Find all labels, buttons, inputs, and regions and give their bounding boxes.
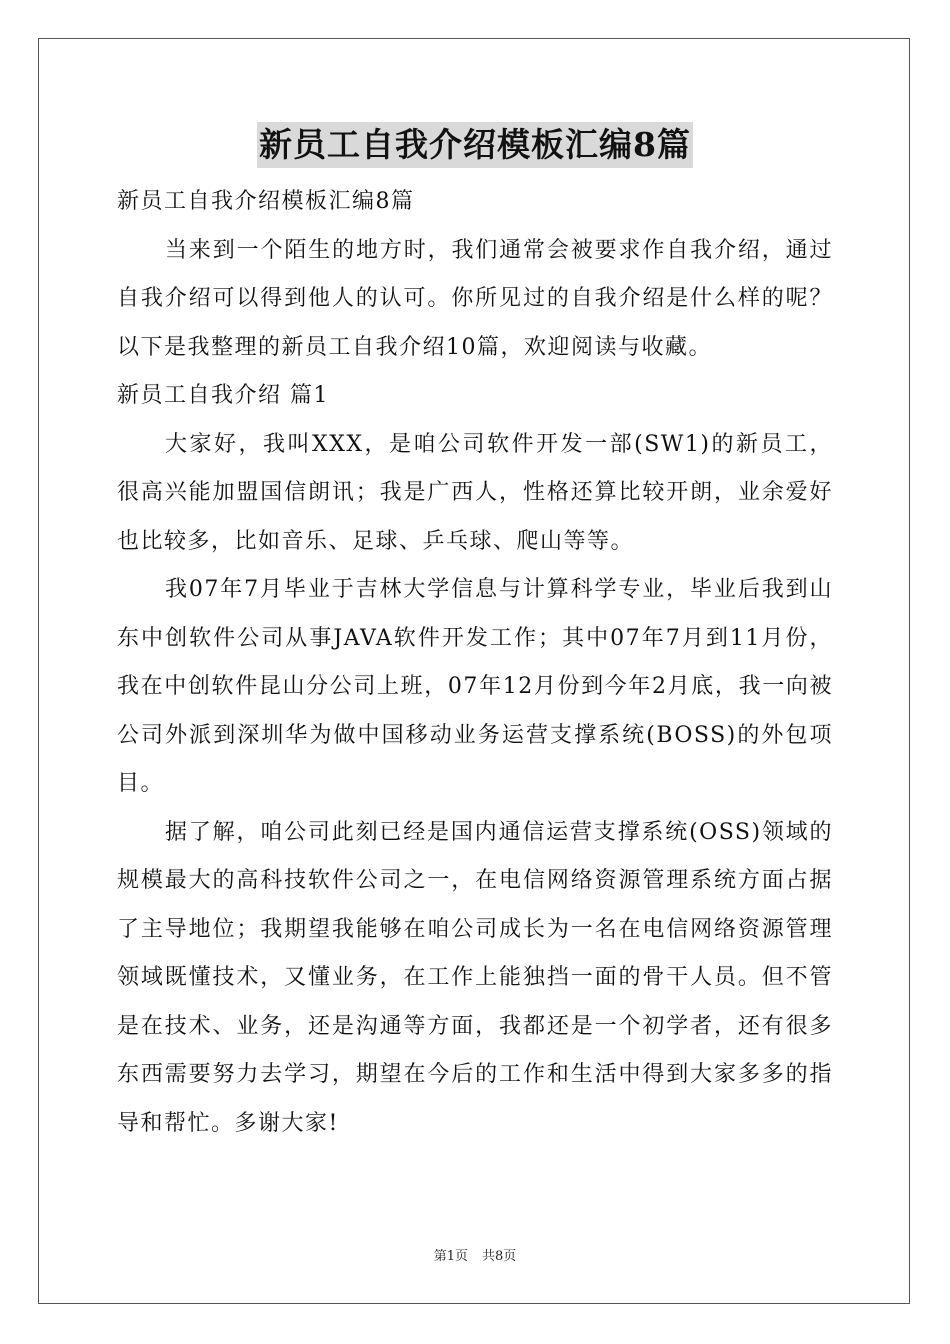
page-number-current: 第1页 (433, 1249, 468, 1264)
section-heading: 新员工自我介绍 篇1 (117, 383, 329, 408)
paragraph-goals: 据了解，咱公司此刻已经是国内通信运营支撑系统(OSS)领域的规模最大的高科技软件公司之一，在电信网络资源管理系统方面占据了主导地位；我期望我能够在咱公司成长为一名在电信网络资源管理领域既懂技术，又懂业务，在工作上能独挡一面的骨干人员。但不管是在技术、业务，还是沟通等方面，我都还是一个初学者，还有很多东西需要努力去学习，期望在今后的工作和生活中得到大家多多的指导和帮忙。多谢大家! (117, 819, 833, 1136)
paragraph-background: 我07年7月毕业于吉林大学信息与计算科学专业，毕业后我到山东中创软件公司从事JAVA软件开发工作；其中07年7月到11月份，我在中创软件昆山分公司上班，07年12月份到今年2月底，我一向被公司外派到深圳华为做中国移动业务运营支撑系统(BOSS)的外包项目。 (117, 577, 833, 796)
title-container (0, 122, 950, 168)
document-subtitle: 新员工自我介绍模板汇编8篇 (117, 189, 415, 214)
paragraph-intro: 当来到一个陌生的地方时，我们通常会被要求作自我介绍，通过自我介绍可以得到他人的认可。你所见过的自我介绍是什么样的呢？以下是我整理的新员工自我介绍10篇，欢迎阅读与收藏。 (117, 237, 833, 360)
document-body (117, 178, 833, 1148)
page-number-total: 共8页 (482, 1249, 517, 1264)
page-footer (0, 1248, 950, 1266)
paragraph-greeting: 大家好，我叫XXX，是咱公司软件开发一部(SW1)的新员工，很高兴能加盟国信朗讯；我是广西人，性格还算比较开朗，业余爱好也比较多，比如音乐、足球、乒乓球、爬山等等。 (117, 431, 833, 554)
document-title: 新员工自我介绍模板汇编8篇 (257, 122, 693, 168)
